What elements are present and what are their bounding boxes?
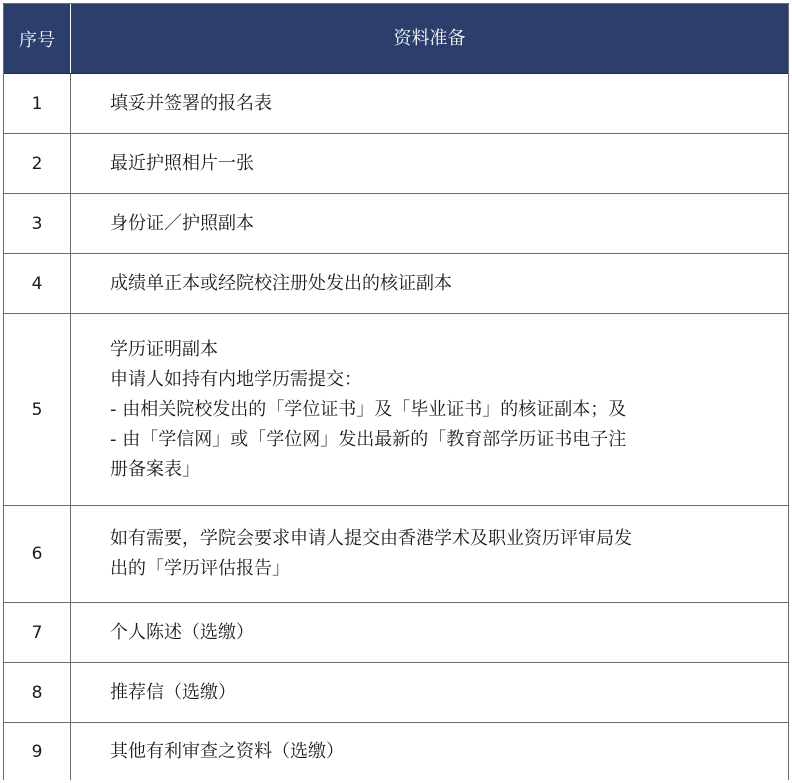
row-document-line: 册备案表」 (110, 458, 200, 480)
header-documents: 资料准备 (393, 27, 466, 49)
row-document (71, 194, 788, 253)
table-row (4, 603, 788, 663)
row-number: 1 (4, 74, 71, 133)
table-header-row (4, 4, 788, 74)
row-document (71, 723, 788, 780)
documents-table (3, 3, 789, 780)
row-document (71, 314, 788, 505)
row-number: 9 (4, 723, 71, 780)
table-row (4, 134, 788, 194)
row-number: 2 (4, 134, 71, 193)
row-number: 4 (4, 254, 71, 313)
row-document-line: 最近护照相片一张 (110, 152, 254, 174)
row-document-line: 成绩单正本或经院校注册处发出的核证副本 (110, 272, 452, 294)
row-document (71, 663, 788, 722)
table-row (4, 506, 788, 603)
row-document (71, 134, 788, 193)
table-row (4, 663, 788, 723)
row-document-line: 申请人如持有内地学历需提交： (110, 368, 362, 390)
header-number: 序号 (4, 4, 71, 73)
table-row (4, 254, 788, 314)
row-number: 5 (4, 314, 71, 505)
row-document-line: 个人陈述（选缴） (110, 621, 254, 643)
table-row (4, 74, 788, 134)
row-document (71, 74, 788, 133)
table-row (4, 194, 788, 254)
row-document (71, 254, 788, 313)
row-document (71, 506, 788, 602)
row-document-line: - 由「学信网」或「学位网」发出最新的「教育部学历证书电子注 (110, 428, 627, 450)
row-document-line: 如有需要，学院会要求申请人提交由香港学术及职业资历评审局发 (110, 528, 632, 549)
row-document-line: 推荐信（选缴） (110, 681, 236, 703)
table-row (4, 314, 788, 506)
table-row (4, 723, 788, 780)
row-number: 3 (4, 194, 71, 253)
row-document-line: 出的「学历评估报告」 (110, 558, 290, 579)
row-document-line: 身份证／护照副本 (110, 212, 254, 234)
row-number: 7 (4, 603, 71, 662)
row-number: 6 (4, 506, 71, 602)
row-document-line: 填妥并签署的报名表 (110, 92, 272, 114)
row-document-line: 学历证明副本 (110, 338, 218, 360)
row-document-line: - 由相关院校发出的「学位证书」及「毕业证书」的核证副本；及 (110, 398, 627, 420)
row-document (71, 603, 788, 662)
row-document-line: 其他有利审查之资料（选缴） (110, 740, 344, 762)
row-number: 8 (4, 663, 71, 722)
